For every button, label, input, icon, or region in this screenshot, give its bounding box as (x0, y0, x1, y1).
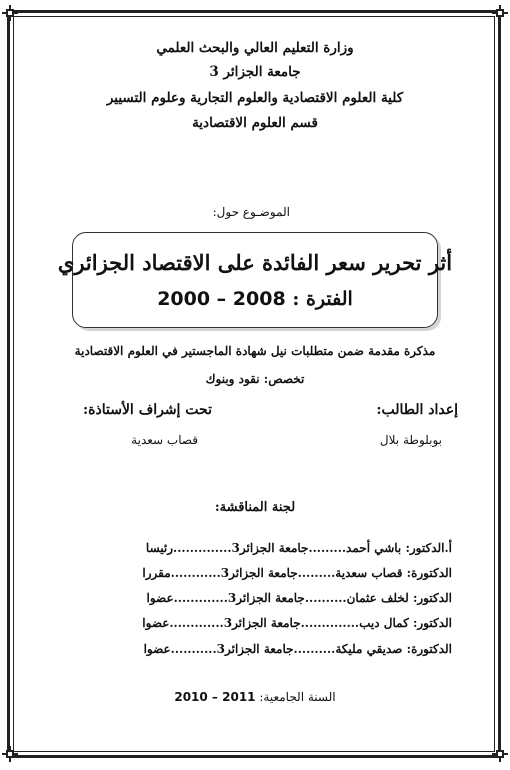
title-box (72, 232, 438, 328)
supervisor-label: تحت إشراف الأستاذة: (82, 402, 212, 418)
thesis-title: أثر تحرير سعر الفائدة على الاقتصاد الجزائري (57, 250, 453, 275)
academic-year-value: 2010 – 2011 (174, 690, 256, 704)
student-label: إعداد الطالب: (376, 402, 458, 418)
committee-member: الدكتور: كمال ديب..............جامعة الجزائر3.............عضوا (142, 616, 452, 630)
supervisor-name: قصاب سعدية (131, 433, 198, 447)
university-name: جامعة الجزائر 3 (209, 64, 301, 80)
ministry-name: وزارة التعليم العالي والبحث العلمي (156, 40, 354, 56)
corner-ornament-bottom-right (492, 746, 508, 762)
corner-ornament-top-left (2, 5, 18, 21)
committee-title: لجنة المناقشة: (214, 500, 296, 515)
academic-year-label: السنة الجامعية: (259, 690, 336, 704)
period-value: 2000 – 2008 (157, 288, 286, 310)
department-name: قسم العلوم الاقتصادية (192, 115, 318, 131)
period-label: الفترة : (292, 288, 353, 310)
corner-ornament-bottom-left (2, 746, 18, 762)
committee-member: الدكتورة: قصاب سعدية.........جامعة الجزائر3............مقررا (142, 566, 452, 580)
faculty-name: كلية العلوم الاقتصادية والعلوم التجارية وعلوم التسيير (106, 90, 404, 106)
committee-member: أ.الدكتور: باشي أحمد.........جامعة الجزائر3..............رئيسا (145, 541, 452, 555)
corner-ornament-top-right (492, 5, 508, 21)
committee-member: الدكتور: لخلف عثمان..........جامعة الجزائر3.............عضوا (146, 591, 452, 605)
student-name: بوبلوطة بلال (379, 433, 442, 447)
memo-description: مذكرة مقدمة ضمن متطلبات نيل شهادة الماجستير في العلوم الاقتصادية (74, 344, 436, 358)
academic-year (0, 690, 510, 704)
specialty: تخصص: نقود وبنوك (205, 372, 305, 386)
thesis-period (0, 288, 510, 310)
subject-label: الموضـوع حول: (212, 205, 290, 219)
committee-member: الدكتورة: صديقي مليكة..........جامعة الجزائر3...........عضوا (143, 642, 452, 656)
